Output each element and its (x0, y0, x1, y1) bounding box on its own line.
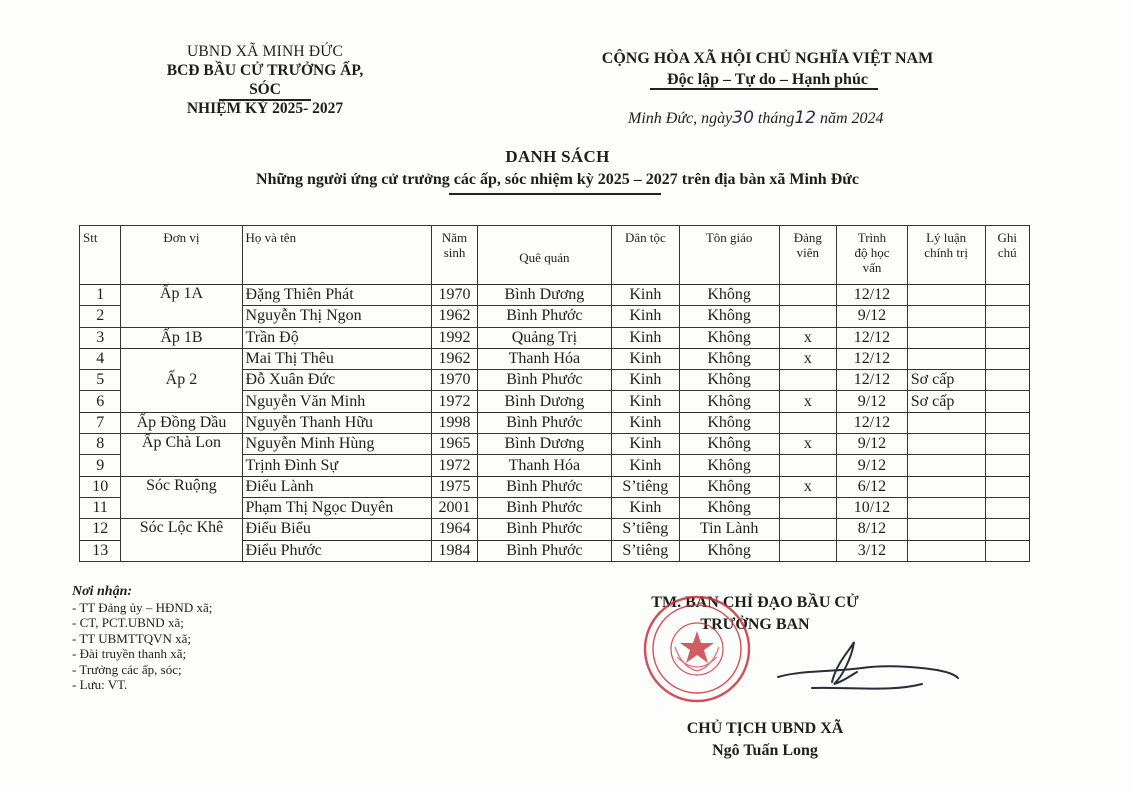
table-cell: 4 (80, 348, 121, 369)
col-religion: Tôn giáo (679, 226, 779, 285)
table-row (80, 348, 1030, 369)
unit-cell: Ấp 1A (121, 285, 242, 328)
signer-position: CHỦ TỊCH UBND XÃ (686, 720, 844, 737)
table-cell: 1998 (432, 412, 477, 433)
table-cell: Kinh (612, 306, 680, 327)
table-cell: S’tiêng (612, 519, 680, 540)
table-cell: Kinh (612, 455, 680, 476)
col-ethnicity: Dân tộc (612, 226, 680, 285)
col-party: Đảng viên (779, 226, 837, 285)
table-cell: 13 (80, 540, 121, 561)
table-cell: 1972 (432, 455, 477, 476)
table-cell (779, 519, 837, 540)
recipient-item: - Đài truyền thanh xã; (72, 646, 187, 661)
recipient-item: - TT UBMTTQVN xã; (72, 630, 192, 646)
table-cell (779, 455, 837, 476)
table-cell: 2001 (432, 497, 477, 518)
table-cell: Bình Phước (477, 412, 611, 433)
table-cell: S’tiêng (612, 476, 680, 497)
national-motto: Độc lập – Tự do – Hạnh phúc (667, 71, 868, 88)
table-row (80, 519, 1030, 540)
table-cell: 1975 (432, 476, 477, 497)
recipients (72, 584, 212, 693)
national-header (585, 48, 950, 90)
recipient-item: - Lưu: VT. (72, 677, 128, 692)
table-cell: 1 (80, 285, 121, 306)
table-cell: 12/12 (837, 327, 908, 348)
table-cell: Sơ cấp (907, 391, 985, 412)
table-cell: Nguyễn Thanh Hữu (242, 412, 432, 433)
table-cell: Điểu Lành (242, 476, 432, 497)
table-cell: 9/12 (837, 391, 908, 412)
table-cell: Kinh (612, 497, 680, 518)
table-cell: Kinh (612, 370, 680, 391)
table-cell: Bình Phước (477, 540, 611, 561)
date-month-label: tháng (757, 110, 795, 127)
table-cell: Bình Phước (477, 370, 611, 391)
table-cell: 6/12 (837, 476, 908, 497)
table-cell: x (779, 391, 837, 412)
table-cell: x (779, 476, 837, 497)
table-cell (907, 285, 985, 306)
table-cell: Không (679, 306, 779, 327)
table-cell: Không (679, 497, 779, 518)
table-cell: 12 (80, 519, 121, 540)
table-row (80, 327, 1030, 348)
unit-cell: Sóc Ruộng (121, 476, 242, 519)
col-birth: Năm sinh (432, 226, 477, 285)
handwritten-signature-icon (772, 632, 962, 712)
table-cell: Bình Dương (477, 434, 611, 455)
signer-info (660, 718, 870, 762)
table-cell: Sơ cấp (907, 370, 985, 391)
table-cell (779, 540, 837, 561)
table-cell: 3 (80, 327, 121, 348)
table-cell: 1984 (432, 540, 477, 561)
table-cell: 8 (80, 434, 121, 455)
national-title: CỘNG HÒA XÃ HỘI CHỦ NGHĨA VIỆT NAM (601, 50, 934, 67)
table-cell: 1965 (432, 434, 477, 455)
table-cell: 1962 (432, 348, 477, 369)
table-cell (779, 285, 837, 306)
issuer-line-3: NHIỆM KỲ 2025- 2027 (186, 100, 344, 117)
table-cell: Bình Phước (477, 497, 611, 518)
table-cell (907, 455, 985, 476)
table-cell (985, 519, 1029, 540)
table-header-row (80, 226, 1030, 285)
unit-cell: Ấp Chà Lon (121, 434, 242, 477)
table-cell: S’tiêng (612, 540, 680, 561)
table-cell: Nguyễn Văn Minh (242, 391, 432, 412)
table-row (80, 285, 1030, 306)
table-cell (779, 370, 837, 391)
motto-underline (650, 88, 878, 90)
date-prefix: Minh Đức, ngày (628, 110, 733, 127)
table-cell: Phạm Thị Ngọc Duyên (242, 497, 432, 518)
table-cell: 9/12 (837, 306, 908, 327)
issuer-line-2: BCĐ BẦU CỬ TRƯỞNG ẤP, SÓC (166, 62, 364, 98)
table-cell (985, 306, 1029, 327)
table-cell (985, 348, 1029, 369)
recipient-item: - CT, PCT.UBND xã; (72, 615, 184, 630)
table-cell: 5 (80, 370, 121, 391)
table-cell: Bình Phước (477, 476, 611, 497)
table-cell (985, 412, 1029, 433)
table-cell: Quảng Trị (477, 327, 611, 348)
table-cell (985, 455, 1029, 476)
table-cell (779, 306, 837, 327)
date-month: 12 (794, 108, 816, 128)
table-cell (985, 476, 1029, 497)
unit-cell: Ấp 2 (121, 348, 242, 412)
table-cell: 12/12 (837, 370, 908, 391)
unit-cell: Ấp 1B (121, 327, 242, 348)
document-date (628, 108, 884, 128)
table-cell: 6 (80, 391, 121, 412)
table-cell: Đỗ Xuân Đức (242, 370, 432, 391)
candidate-table (79, 225, 1030, 562)
table-cell: 1964 (432, 519, 477, 540)
table-cell (907, 540, 985, 561)
table-cell: 3/12 (837, 540, 908, 561)
table-row (80, 412, 1030, 433)
table-cell: 1970 (432, 370, 477, 391)
table-cell: 1970 (432, 285, 477, 306)
table-row (80, 434, 1030, 455)
table-cell (985, 497, 1029, 518)
table-cell: Không (679, 348, 779, 369)
signature-line-2: TRƯỞNG BAN (700, 616, 810, 633)
table-cell: 1962 (432, 306, 477, 327)
recipient-item: - TT Đảng ủy – HĐND xã; (72, 599, 213, 615)
table-cell: Trần Độ (242, 327, 432, 348)
table-cell: 1972 (432, 391, 477, 412)
table-cell: Kinh (612, 348, 680, 369)
table-cell (985, 540, 1029, 561)
issuer-underline (219, 99, 311, 101)
table-cell (907, 434, 985, 455)
table-cell: x (779, 348, 837, 369)
recipients-heading: Nơi nhận: (72, 584, 133, 599)
recipient-item: - Trưởng các ấp, sóc; (72, 661, 182, 677)
table-cell: Không (679, 476, 779, 497)
table-cell: Không (679, 391, 779, 412)
table-cell (907, 412, 985, 433)
issuer-header (150, 42, 380, 118)
table-cell: Kinh (612, 285, 680, 306)
table-cell: Không (679, 327, 779, 348)
table-cell: Không (679, 412, 779, 433)
table-cell: 1992 (432, 327, 477, 348)
table-cell (907, 497, 985, 518)
table-cell: Tin Lành (679, 519, 779, 540)
table-cell: 12/12 (837, 348, 908, 369)
table-cell: x (779, 327, 837, 348)
document-title: DANH SÁCH (505, 147, 610, 166)
table-cell: Thanh Hóa (477, 455, 611, 476)
signer-name: Ngô Tuấn Long (712, 742, 818, 759)
table-cell: Bình Phước (477, 519, 611, 540)
table-cell (907, 476, 985, 497)
col-unit: Đơn vị (121, 226, 242, 285)
table-cell (907, 348, 985, 369)
table-cell: Nguyễn Thị Ngon (242, 306, 432, 327)
signature-line-1: TM. BAN CHỈ ĐẠO BẦU CỬ (651, 594, 859, 611)
subtitle-underline (449, 193, 661, 195)
table-cell: Mai Thị Thêu (242, 348, 432, 369)
table-cell: Nguyễn Minh Hùng (242, 434, 432, 455)
date-day: 30 (732, 108, 754, 128)
table-cell (985, 285, 1029, 306)
table-cell: Không (679, 455, 779, 476)
table-cell: 10/12 (837, 497, 908, 518)
table-cell: Điểu Phước (242, 540, 432, 561)
table-cell: 9/12 (837, 455, 908, 476)
table-cell: 7 (80, 412, 121, 433)
col-education: Trình độ học vấn (837, 226, 908, 285)
table-cell: Bình Dương (477, 391, 611, 412)
table-cell: 8/12 (837, 519, 908, 540)
table-cell: Kinh (612, 391, 680, 412)
table-cell: 12/12 (837, 285, 908, 306)
unit-cell: Sóc Lộc Khê (121, 519, 242, 562)
table-cell: Kinh (612, 327, 680, 348)
table-cell (985, 391, 1029, 412)
table-cell: Thanh Hóa (477, 348, 611, 369)
table-cell: 12/12 (837, 412, 908, 433)
table-cell: Kinh (612, 434, 680, 455)
table-cell: Không (679, 285, 779, 306)
col-politics: Lý luận chính trị (907, 226, 985, 285)
table-cell (779, 497, 837, 518)
table-cell: Không (679, 540, 779, 561)
table-cell: Không (679, 370, 779, 391)
table-cell (907, 519, 985, 540)
issuer-line-1: UBND XÃ MINH ĐỨC (186, 43, 344, 60)
col-note: Ghi chú (985, 226, 1029, 285)
table-cell: Kinh (612, 412, 680, 433)
col-name: Họ và tên (242, 226, 432, 285)
table-cell: Bình Phước (477, 306, 611, 327)
table-cell: Trịnh Đình Sự (242, 455, 432, 476)
table-cell (907, 327, 985, 348)
table-cell (779, 412, 837, 433)
date-year: năm 2024 (820, 110, 884, 127)
col-stt: Stt (80, 226, 121, 285)
table-cell: 9/12 (837, 434, 908, 455)
table-cell: 2 (80, 306, 121, 327)
document-subtitle: Những người ứng cử trưởng các ấp, sóc nhiệm kỳ 2025 – 2027 trên địa bàn xã Minh Đức (256, 171, 859, 188)
table-cell: 10 (80, 476, 121, 497)
table-cell: Đặng Thiên Phát (242, 285, 432, 306)
table-cell: Điểu Biểu (242, 519, 432, 540)
table-cell (985, 327, 1029, 348)
table-cell: 9 (80, 455, 121, 476)
table-cell: x (779, 434, 837, 455)
unit-cell: Ấp Đồng Dầu (121, 412, 242, 433)
table-cell (985, 370, 1029, 391)
table-cell: Không (679, 434, 779, 455)
table-row (80, 476, 1030, 497)
table-cell: Bình Dương (477, 285, 611, 306)
table-cell (985, 434, 1029, 455)
table-cell (907, 306, 985, 327)
table-cell: 11 (80, 497, 121, 518)
col-hometown: Quê quán (477, 226, 611, 285)
